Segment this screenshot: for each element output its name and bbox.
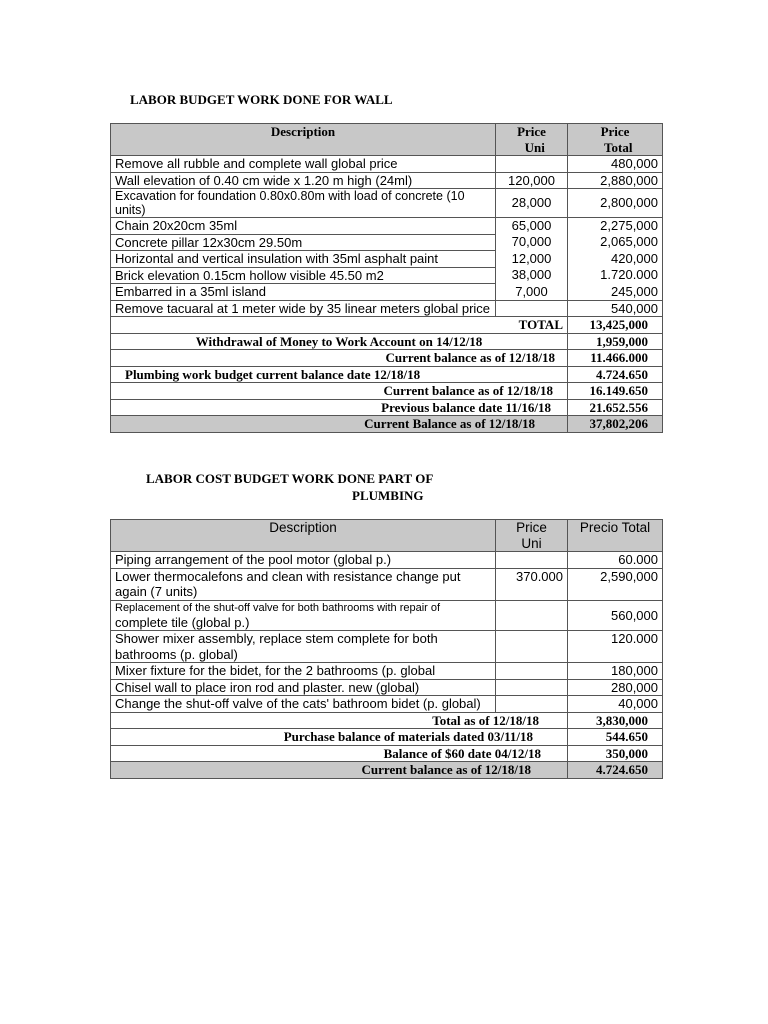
row-description: Concrete pillar 12x30cm 29.50m bbox=[111, 234, 496, 251]
balance-60-value: 350,000 bbox=[568, 745, 663, 762]
table-row bbox=[111, 251, 663, 268]
row-price-total: 480,000 bbox=[568, 156, 663, 173]
row-price-total: 2,590,000 bbox=[568, 568, 663, 600]
plumbing-budget-row bbox=[111, 366, 663, 383]
row-price-total: 560,000 bbox=[568, 600, 663, 631]
row-price-total: 2,065,000 bbox=[568, 234, 663, 251]
current-balance-label: Current balance as of 12/18/18 bbox=[111, 350, 568, 367]
row-description: Mixer fixture for the bidet, for the 2 bathrooms (p. global bbox=[111, 663, 496, 680]
plumbing-budget-title-line2: PLUMBING bbox=[352, 488, 424, 503]
table-row bbox=[111, 631, 663, 663]
current-balance-label: Current balance as of 12/18/18 bbox=[111, 762, 568, 779]
row-description bbox=[111, 600, 496, 631]
total-row bbox=[111, 712, 663, 729]
row-price-uni bbox=[496, 552, 568, 569]
price-uni-header: Price Uni bbox=[496, 520, 568, 552]
table-row bbox=[111, 600, 663, 631]
row-description: Change the shut-off valve of the cats' bathroom bidet (p. global) bbox=[111, 696, 496, 713]
row-description: Wall elevation of 0.40 cm wide x 1.20 m high (24ml) bbox=[111, 172, 496, 189]
table-row bbox=[111, 679, 663, 696]
current-balance-row bbox=[111, 350, 663, 367]
row-price-uni bbox=[496, 663, 568, 680]
table-row bbox=[111, 172, 663, 189]
wall-budget-table bbox=[110, 123, 663, 433]
withdrawal-label: Withdrawal of Money to Work Account on 14/12/18 bbox=[111, 333, 568, 350]
previous-balance-row bbox=[111, 399, 663, 416]
previous-balance-label: Previous balance date 11/16/18 bbox=[111, 399, 568, 416]
description-header: Description bbox=[111, 124, 496, 156]
current-balance-label: Current balance as of 12/18/18 bbox=[111, 383, 568, 400]
purchase-balance-row bbox=[111, 729, 663, 746]
previous-balance-value: 21.652.556 bbox=[568, 399, 663, 416]
table-row bbox=[111, 663, 663, 680]
row-price-uni bbox=[496, 300, 568, 317]
price-total-header: Price Total bbox=[568, 124, 663, 156]
row-description: Remove tacuaral at 1 meter wide by 35 linear meters global price bbox=[111, 300, 496, 317]
row-price-uni: 38,000 bbox=[496, 267, 568, 284]
row-description: Embarred in a 35ml island bbox=[111, 284, 496, 301]
price-total-header: Precio Total bbox=[568, 520, 663, 552]
row-price-uni: 65,000 bbox=[496, 218, 568, 235]
table-row bbox=[111, 284, 663, 301]
row-price-total: 420,000 bbox=[568, 251, 663, 268]
current-balance-value: 16.149.650 bbox=[568, 383, 663, 400]
row-price-total: 245,000 bbox=[568, 284, 663, 301]
row-price-uni: 28,000 bbox=[496, 189, 568, 218]
row-description: Horizontal and vertical insulation with 35ml asphalt paint bbox=[111, 251, 496, 268]
row-description: Excavation for foundation 0.80x0.80m with load of concrete (10 units) bbox=[111, 189, 496, 218]
row-description: Shower mixer assembly, replace stem complete for both bathrooms (p. global) bbox=[111, 631, 496, 663]
row-price-uni: 70,000 bbox=[496, 234, 568, 251]
current-balance-value: 4.724.650 bbox=[568, 762, 663, 779]
row-description-cont: complete tile (global p.) bbox=[115, 614, 250, 630]
description-header: Description bbox=[111, 520, 496, 552]
table-row bbox=[111, 267, 663, 284]
plumbing-budget-value: 4.724.650 bbox=[568, 366, 663, 383]
row-price-total: 2,275,000 bbox=[568, 218, 663, 235]
row-price-uni: 370.000 bbox=[496, 568, 568, 600]
row-price-uni bbox=[496, 631, 568, 663]
row-price-uni: 120,000 bbox=[496, 172, 568, 189]
withdrawal-row bbox=[111, 333, 663, 350]
row-description: Lower thermocalefons and clean with resistance change put again (7 units) bbox=[111, 568, 496, 600]
row-price-uni bbox=[496, 600, 568, 631]
price-uni-header: Price Uni bbox=[496, 124, 568, 156]
table-header-row bbox=[111, 520, 663, 552]
purchase-balance-value: 544.650 bbox=[568, 729, 663, 746]
plumbing-budget-label: Plumbing work budget current balance date 12/18/18 bbox=[111, 366, 568, 383]
row-price-uni: 7,000 bbox=[496, 284, 568, 301]
row-price-total: 60.000 bbox=[568, 552, 663, 569]
row-description: Piping arrangement of the pool motor (global p.) bbox=[111, 552, 496, 569]
withdrawal-value: 1,959,000 bbox=[568, 333, 663, 350]
total-value: 13,425,000 bbox=[568, 317, 663, 334]
total-label: Total as of 12/18/18 bbox=[111, 712, 568, 729]
table-row bbox=[111, 156, 663, 173]
table-row bbox=[111, 300, 663, 317]
table-row bbox=[111, 568, 663, 600]
row-description-small: Replacement of the shut-off valve for both bathrooms with repair of bbox=[115, 601, 441, 614]
row-price-total: 180,000 bbox=[568, 663, 663, 680]
row-description: Chain 20x20cm 35ml bbox=[111, 218, 496, 235]
balance-60-label: Balance of $60 date 04/12/18 bbox=[111, 745, 568, 762]
row-price-total: 1.720.000 bbox=[568, 267, 663, 284]
wall-budget-title: LABOR BUDGET WORK DONE FOR WALL bbox=[130, 92, 393, 107]
plumbing-budget-title: LABOR COST BUDGET WORK DONE PART OF bbox=[146, 471, 434, 486]
row-description: Brick elevation 0.15cm hollow visible 45.50 m2 bbox=[111, 267, 496, 284]
plumbing-budget-table bbox=[110, 519, 663, 779]
table-row bbox=[111, 552, 663, 569]
final-balance-label: Current Balance as of 12/18/18 bbox=[111, 416, 568, 433]
row-price-uni: 12,000 bbox=[496, 251, 568, 268]
table-row bbox=[111, 696, 663, 713]
row-price-total: 540,000 bbox=[568, 300, 663, 317]
table-row bbox=[111, 189, 663, 218]
row-price-uni bbox=[496, 156, 568, 173]
row-price-uni bbox=[496, 696, 568, 713]
row-description: Remove all rubble and complete wall global price bbox=[111, 156, 496, 173]
row-price-total: 120.000 bbox=[568, 631, 663, 663]
current-balance-value: 11.466.000 bbox=[568, 350, 663, 367]
current-balance-row bbox=[111, 383, 663, 400]
final-balance-row bbox=[111, 416, 663, 433]
row-description: Chisel wall to place iron rod and plaster. new (global) bbox=[111, 679, 496, 696]
total-row bbox=[111, 317, 663, 334]
purchase-balance-label: Purchase balance of materials dated 03/11/18 bbox=[111, 729, 568, 746]
table-row bbox=[111, 218, 663, 235]
total-value: 3,830,000 bbox=[568, 712, 663, 729]
row-price-total: 280,000 bbox=[568, 679, 663, 696]
current-balance-row bbox=[111, 762, 663, 779]
total-label: TOTAL bbox=[111, 317, 568, 334]
row-price-uni bbox=[496, 679, 568, 696]
balance-60-row bbox=[111, 745, 663, 762]
row-price-total: 2,800,000 bbox=[568, 189, 663, 218]
table-header-row bbox=[111, 124, 663, 156]
final-balance-value: 37,802,206 bbox=[568, 416, 663, 433]
table-row bbox=[111, 234, 663, 251]
row-price-total: 40,000 bbox=[568, 696, 663, 713]
row-price-total: 2,880,000 bbox=[568, 172, 663, 189]
